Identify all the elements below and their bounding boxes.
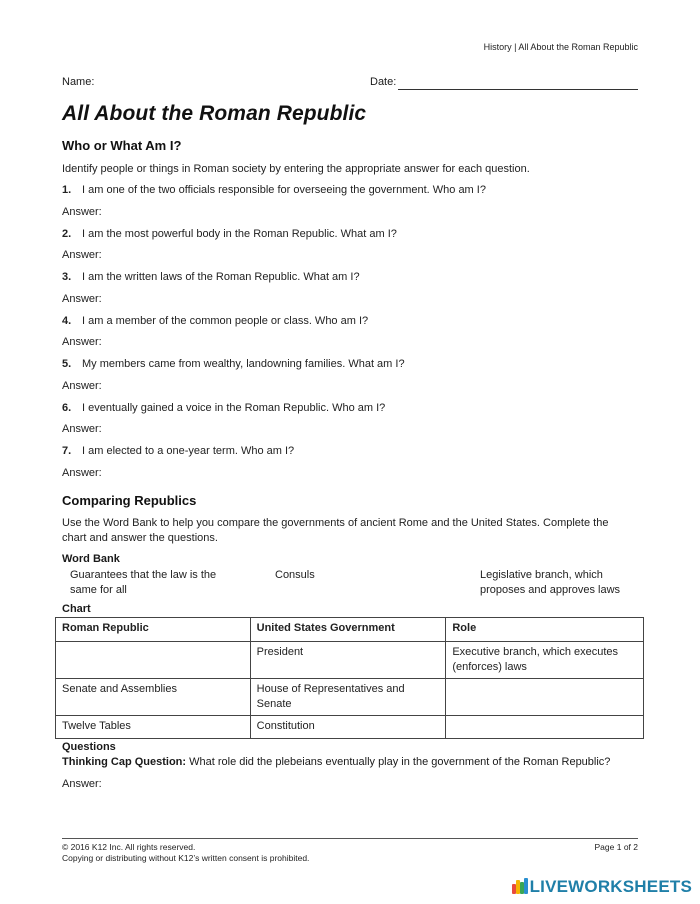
section-heading-who-or-what: Who or What Am I?: [62, 138, 182, 153]
word-bank-item-line: Consuls: [275, 569, 315, 581]
footer-page-number: Page 1 of 2: [594, 842, 638, 852]
question-text: I eventually gained a voice in the Roman Republic. Who am I?: [82, 402, 386, 414]
logo-bar: [516, 880, 520, 894]
page-header-breadcrumb: History | All About the Roman Republic: [483, 42, 638, 52]
table-cell: Senate and Assemblies: [56, 679, 251, 716]
logo-bar: [512, 884, 516, 894]
word-bank-title: Word Bank: [62, 553, 120, 565]
section2-instructions-line1: Use the Word Bank to help you compare the governments of ancient Rome and the United States. Complete the: [62, 517, 609, 529]
word-bank-item-line: proposes and approves laws: [480, 584, 621, 596]
section1-instructions: Identify people or things in Roman society by entering the appropriate answer for each question.: [62, 163, 530, 175]
question-2: [62, 228, 397, 240]
column-header: Role: [446, 618, 644, 642]
word-bank-item: [275, 568, 315, 583]
table-cell: Twelve Tables: [56, 716, 251, 739]
question-number: 3.: [62, 271, 72, 283]
page-title: All About the Roman Republic: [62, 102, 367, 125]
question-1: [62, 184, 486, 196]
word-bank-item-line: Guarantees that the law is the: [70, 569, 217, 581]
question-4: [62, 315, 368, 327]
answer-field-6[interactable]: Answer:: [62, 423, 102, 435]
question-number: 1.: [62, 184, 72, 196]
table-cell-input[interactable]: [56, 642, 251, 679]
column-header: United States Government: [250, 618, 446, 642]
question-number: 5.: [62, 358, 72, 370]
answer-field-1[interactable]: Answer:: [62, 206, 102, 218]
logo-bar: [520, 882, 524, 894]
word-bank-item: [70, 568, 216, 598]
table-row: [56, 716, 644, 739]
thinking-cap-text: What role did the plebeians eventually play in the government of the Roman Republic?: [186, 756, 611, 768]
name-date-row: [62, 76, 638, 90]
footer-divider: [62, 838, 638, 839]
thinking-cap-question: [62, 756, 610, 768]
thinking-cap-answer-field[interactable]: Answer:: [62, 778, 102, 790]
liveworksheets-logo: [512, 876, 692, 898]
date-field[interactable]: [398, 89, 638, 90]
logo-bar: [524, 878, 528, 894]
question-text: I am one of the two officials responsible for overseeing the government. Who am I?: [82, 184, 486, 196]
table-cell: Executive branch, which executes (enforces) laws: [446, 642, 644, 679]
question-text: My members came from wealthy, landowning families. What am I?: [82, 358, 405, 370]
comparison-chart: [55, 617, 644, 739]
question-text: I am the written laws of the Roman Republic. What am I?: [82, 271, 360, 283]
answer-field-2[interactable]: Answer:: [62, 249, 102, 261]
footer-copyright: © 2016 K12 Inc. All rights reserved.: [62, 842, 196, 852]
question-number: 6.: [62, 402, 72, 414]
questions-title: Questions: [62, 741, 116, 753]
table-row: [56, 679, 644, 716]
question-text: I am elected to a one-year term. Who am I?: [82, 445, 295, 457]
liveworksheets-logo-icon: [512, 878, 528, 896]
question-number: 4.: [62, 315, 72, 327]
table-header-row: [56, 618, 644, 642]
word-bank-item-line: Legislative branch, which: [480, 569, 603, 581]
liveworksheets-logo-text: LIVEWORKSHEETS: [529, 877, 692, 896]
table-cell: President: [250, 642, 446, 679]
word-bank-item-line: same for all: [70, 584, 127, 596]
question-text: I am the most powerful body in the Roman Republic. What am I?: [82, 228, 397, 240]
question-number: 7.: [62, 445, 72, 457]
table-row: [56, 642, 644, 679]
chart-title: Chart: [62, 603, 91, 615]
table-cell: House of Representatives and Senate: [250, 679, 446, 716]
question-5: [62, 358, 405, 370]
answer-field-5[interactable]: Answer:: [62, 380, 102, 392]
name-label: Name:: [62, 76, 95, 88]
column-header: Roman Republic: [56, 618, 251, 642]
answer-field-3[interactable]: Answer:: [62, 293, 102, 305]
table-cell-input[interactable]: [446, 679, 644, 716]
date-label: Date:: [370, 76, 397, 88]
section2-instructions-line2: chart and answer the questions.: [62, 532, 218, 544]
section-heading-comparing-republics: Comparing Republics: [62, 493, 197, 508]
table-cell: Constitution: [250, 716, 446, 739]
answer-field-7[interactable]: Answer:: [62, 467, 102, 479]
question-7: [62, 445, 294, 457]
thinking-cap-label: Thinking Cap Question:: [62, 756, 187, 768]
question-6: [62, 402, 385, 414]
footer-notice: Copying or distributing without K12’s written consent is prohibited.: [62, 853, 310, 863]
question-text: I am a member of the common people or class. Who am I?: [82, 315, 369, 327]
answer-field-4[interactable]: Answer:: [62, 336, 102, 348]
table-cell-input[interactable]: [446, 716, 644, 739]
question-number: 2.: [62, 228, 72, 240]
word-bank-item: [480, 568, 620, 598]
question-3: [62, 271, 360, 283]
